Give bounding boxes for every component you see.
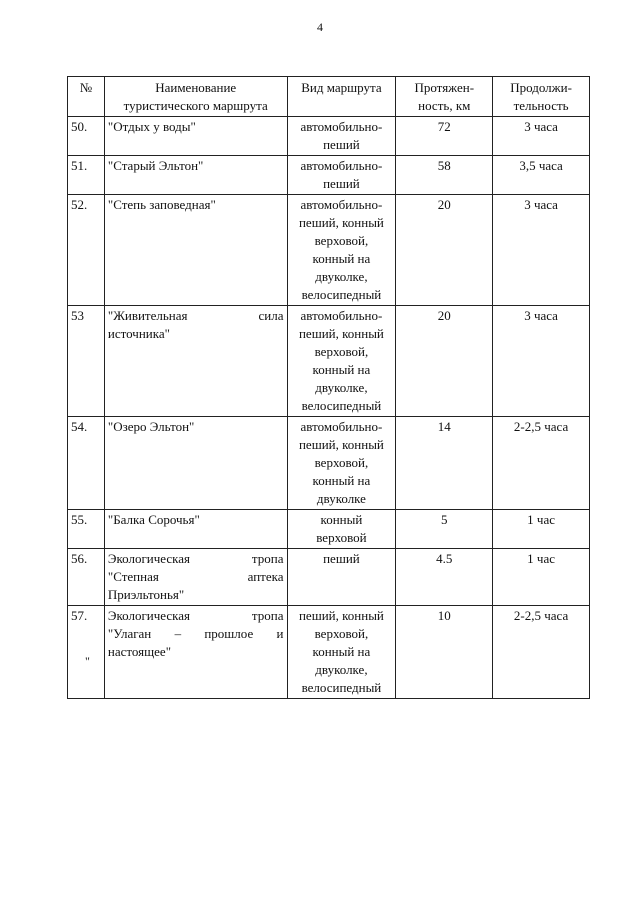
- route-type-line: двуколке,: [315, 380, 368, 395]
- route-type-line: верховой,: [314, 233, 369, 248]
- route-type-line: двуколке,: [315, 269, 368, 284]
- route-type: [287, 156, 396, 195]
- route-type-line: пеший: [323, 176, 360, 191]
- table-row: [68, 306, 590, 417]
- route-type-line: пеший, конный: [298, 437, 384, 452]
- row-num: 51.: [68, 156, 105, 195]
- route-name-line: [108, 625, 284, 643]
- route-name-word: тропа: [251, 551, 284, 566]
- table-row: [68, 510, 590, 549]
- route-name: [104, 195, 287, 306]
- row-num: 54.: [68, 417, 105, 510]
- route-type-line: автомобильно-: [300, 119, 383, 134]
- route-type-line: конный: [320, 512, 363, 527]
- route-type: [287, 606, 396, 699]
- route-type: [287, 117, 396, 156]
- route-type-line: верховой: [316, 530, 367, 545]
- route-name-word: "Степная: [107, 569, 159, 584]
- route-type-line: автомобильно-: [300, 197, 383, 212]
- route-length: 14: [396, 417, 493, 510]
- route-duration: 1 час: [493, 510, 590, 549]
- route-type-line: двуколке,: [315, 662, 368, 677]
- header-type: Вид маршрута: [287, 77, 396, 117]
- route-type: [287, 549, 396, 606]
- table-row: [68, 195, 590, 306]
- route-type-line: конный на: [312, 473, 371, 488]
- route-name-line: [108, 607, 284, 625]
- route-type-line: верховой,: [314, 344, 369, 359]
- route-duration: 3 часа: [493, 306, 590, 417]
- table-header-row: [68, 77, 590, 117]
- route-name-word: и: [276, 626, 284, 641]
- header-duration: [493, 77, 590, 117]
- route-type: [287, 510, 396, 549]
- route-name-line: источника": [107, 326, 170, 341]
- route-name-line: Приэльтонья": [107, 587, 185, 602]
- route-type: [287, 195, 396, 306]
- route-length: 4.5: [396, 549, 493, 606]
- row-num: 56.: [68, 549, 105, 606]
- route-name: [104, 117, 287, 156]
- route-type-line: пеший, конный: [298, 608, 384, 623]
- route-name: [104, 510, 287, 549]
- route-name-line: "Озеро Эльтон": [107, 419, 195, 434]
- header-num: №: [68, 77, 105, 117]
- route-name-word: "Улаган: [107, 626, 152, 641]
- header-name: [104, 77, 287, 117]
- table-row: [68, 117, 590, 156]
- route-name: [104, 156, 287, 195]
- route-name-line: "Балка Сорочья": [107, 512, 200, 527]
- route-length: 5: [396, 510, 493, 549]
- route-type-line: автомобильно-: [300, 158, 383, 173]
- route-name-line: "Старый Эльтон": [107, 158, 204, 173]
- route-type-line: конный на: [312, 251, 371, 266]
- route-type-line: двуколке: [316, 491, 366, 506]
- route-name: [104, 606, 287, 699]
- route-type-line: пеший: [323, 137, 360, 152]
- route-type-line: велосипедный: [301, 680, 382, 695]
- route-type-line: велосипедный: [301, 287, 382, 302]
- route-duration: 3 часа: [493, 195, 590, 306]
- page-number: 4: [317, 20, 323, 34]
- route-duration: 2-2,5 часа: [493, 417, 590, 510]
- route-name: [104, 549, 287, 606]
- route-name-word: Экологическая: [107, 608, 191, 623]
- route-length: 72: [396, 117, 493, 156]
- route-type-line: пеший: [323, 551, 360, 566]
- route-name-line: [108, 307, 284, 325]
- route-type-line: велосипедный: [301, 398, 382, 413]
- header-length: [396, 77, 493, 117]
- route-type: [287, 417, 396, 510]
- route-type-line: автомобильно-: [300, 308, 383, 323]
- route-name-word: сила: [258, 308, 284, 323]
- closing-quote-mark: ": [85, 654, 90, 668]
- route-type-line: верховой,: [314, 626, 369, 641]
- route-name-line: "Степь заповедная": [107, 197, 216, 212]
- route-name: [104, 306, 287, 417]
- route-length: 58: [396, 156, 493, 195]
- route-name-line: [108, 568, 284, 586]
- route-name-word: –: [174, 626, 182, 641]
- route-length: 20: [396, 195, 493, 306]
- route-type-line: конный на: [312, 644, 371, 659]
- row-num: 52.: [68, 195, 105, 306]
- route-length: 20: [396, 306, 493, 417]
- routes-table: [67, 76, 590, 699]
- header-duration-line: Продолжи-: [510, 80, 572, 95]
- row-num: 57.: [68, 606, 105, 699]
- header-name-line: туристического маршрута: [123, 98, 268, 113]
- table-row: [68, 549, 590, 606]
- route-name-word: "Живительная: [107, 308, 188, 323]
- header-duration-line: тельность: [513, 98, 569, 113]
- route-name-word: тропа: [251, 608, 284, 623]
- route-name-word: аптека: [247, 569, 284, 584]
- route-duration: 3,5 часа: [493, 156, 590, 195]
- route-length: 10: [396, 606, 493, 699]
- table-row: [68, 606, 590, 699]
- route-duration: 3 часа: [493, 117, 590, 156]
- row-num: 50.: [68, 117, 105, 156]
- table-row: [68, 156, 590, 195]
- route-type-line: конный на: [312, 362, 371, 377]
- route-type: [287, 306, 396, 417]
- route-name-line: [108, 550, 284, 568]
- row-num: 53: [68, 306, 105, 417]
- route-name-word: прошлое: [204, 626, 254, 641]
- route-duration: 2-2,5 часа: [493, 606, 590, 699]
- header-length-line: ность, км: [418, 98, 471, 113]
- route-name-line: настоящее": [107, 644, 172, 659]
- route-type-line: пеший, конный: [298, 326, 384, 341]
- route-name: [104, 417, 287, 510]
- header-name-line: Наименование: [155, 80, 237, 95]
- route-type-line: автомобильно-: [300, 419, 383, 434]
- route-name-word: Экологическая: [107, 551, 191, 566]
- route-duration: 1 час: [493, 549, 590, 606]
- row-num: 55.: [68, 510, 105, 549]
- route-type-line: верховой,: [314, 455, 369, 470]
- route-type-line: пеший, конный: [298, 215, 384, 230]
- route-name-line: "Отдых у воды": [107, 119, 196, 134]
- table-row: [68, 417, 590, 510]
- header-length-line: Протяжен-: [414, 80, 475, 95]
